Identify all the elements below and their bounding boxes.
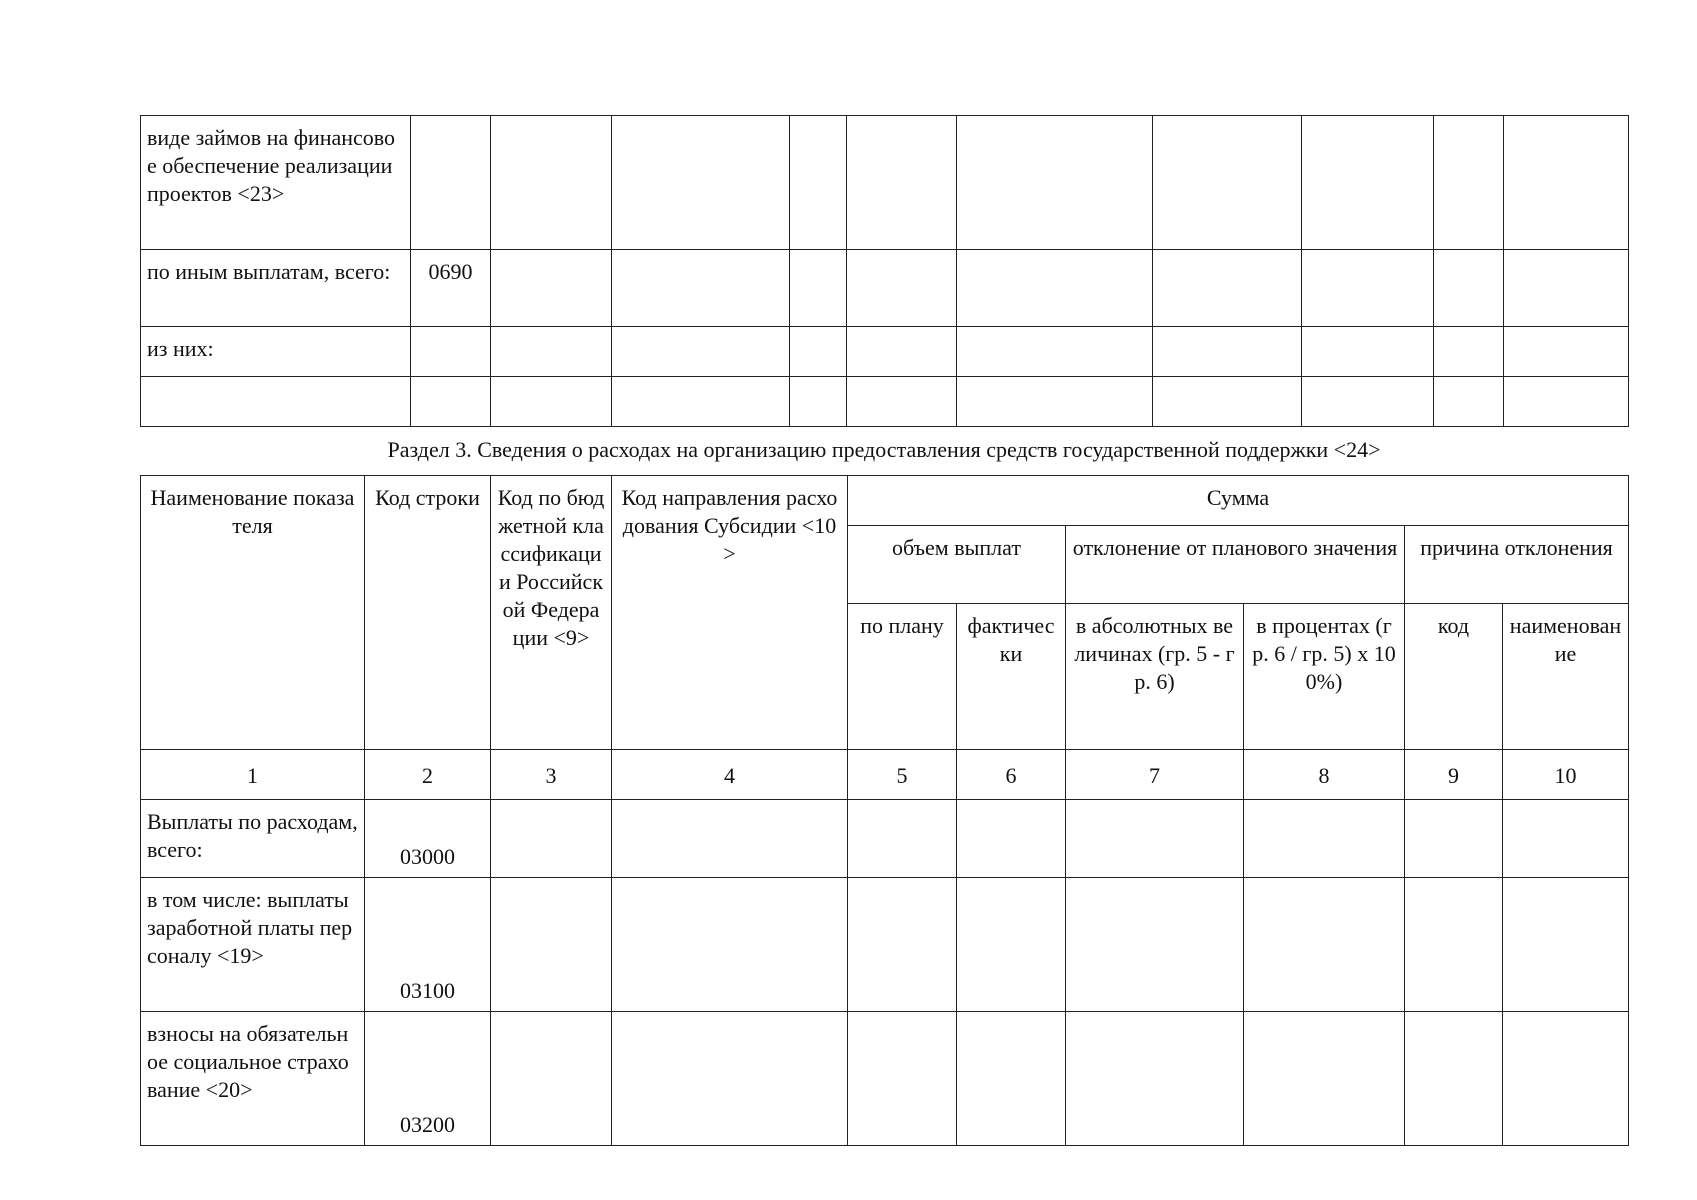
header-deviation-reason: причина отклонения: [1405, 526, 1629, 604]
table-cell: [1405, 1012, 1503, 1146]
table-cell: [612, 377, 790, 427]
table-row: [141, 800, 1629, 878]
column-number-row: [141, 750, 1629, 800]
table-cell: [1434, 116, 1504, 250]
table-cell: [957, 116, 1153, 250]
table-cell: [957, 1012, 1066, 1146]
table-cell: [491, 377, 612, 427]
row-code: [411, 116, 491, 250]
table-cell: [612, 250, 790, 327]
column-number: 5: [848, 750, 957, 800]
row-label: из них:: [141, 327, 411, 377]
table-cell: [1244, 800, 1405, 878]
header-direction-code: Код направления расходования Субсидии <10>: [612, 476, 848, 750]
table-cell: [1434, 327, 1504, 377]
header-row: [141, 476, 1629, 526]
header-name: Наименование показателя: [141, 476, 365, 750]
table-cell: [1153, 377, 1302, 427]
table-cell: [491, 800, 612, 878]
table-cell: [848, 800, 957, 878]
table-cell: [1504, 250, 1629, 327]
row-code: [411, 377, 491, 427]
table-row: [141, 878, 1629, 1012]
table-cell: [1066, 1012, 1244, 1146]
row-label: виде займов на финансовое обеспечение реализации проектов <23>: [141, 116, 411, 250]
main-table: [140, 475, 1629, 1146]
row-label: взносы на обязательное социальное страхование <20>: [141, 1012, 365, 1146]
column-number: 10: [1503, 750, 1629, 800]
row-code: 03100: [365, 878, 491, 1012]
column-number: 1: [141, 750, 365, 800]
row-label: [141, 377, 411, 427]
table-cell: [848, 1012, 957, 1146]
row-code: 03000: [365, 800, 491, 878]
table-cell: [1302, 250, 1434, 327]
header-actual: фактически: [957, 604, 1066, 750]
table-cell: [1503, 1012, 1629, 1146]
row-label: Выплаты по расходам, всего:: [141, 800, 365, 878]
row-label: в том числе: выплаты заработной платы персоналу <19>: [141, 878, 365, 1012]
table-cell: [612, 878, 848, 1012]
table-cell: [1503, 800, 1629, 878]
table-cell: [1066, 878, 1244, 1012]
header-budget-code: Код по бюджетной классификации Российской Федерации <9>: [491, 476, 612, 750]
table-cell: [491, 250, 612, 327]
header-code: код: [1405, 604, 1503, 750]
table-cell: [612, 116, 790, 250]
table-cell: [957, 800, 1066, 878]
section-title: Раздел 3. Сведения о расходах на организацию предоставления средств государственной поддержки <24>: [387, 437, 1381, 462]
header-name-col: наименование: [1503, 604, 1629, 750]
table-cell: [1244, 878, 1405, 1012]
table-cell: [491, 116, 612, 250]
column-number: 7: [1066, 750, 1244, 800]
column-number: 3: [491, 750, 612, 800]
table-cell: [1434, 250, 1504, 327]
header-by-plan: по плану: [848, 604, 957, 750]
row-code: [411, 327, 491, 377]
table-cell: [790, 377, 847, 427]
row-label: по иным выплатам, всего:: [141, 250, 411, 327]
table-cell: [847, 250, 957, 327]
table-cell: [847, 116, 957, 250]
table-cell: [847, 327, 957, 377]
header-row-code: Код строки: [365, 476, 491, 750]
header-payments-volume: объем выплат: [848, 526, 1066, 604]
table-cell: [790, 250, 847, 327]
header-sum: Сумма: [848, 476, 1629, 526]
table-row: [141, 250, 1629, 327]
table-cell: [491, 327, 612, 377]
column-number: 2: [365, 750, 491, 800]
table-cell: [790, 116, 847, 250]
column-number: 9: [1405, 750, 1503, 800]
table-cell: [1405, 878, 1503, 1012]
table-cell: [1405, 800, 1503, 878]
table-cell: [1504, 377, 1629, 427]
table-cell: [957, 377, 1153, 427]
table-cell: [957, 250, 1153, 327]
header-absolute: в абсолютных величинах (гр. 5 - гр. 6): [1066, 604, 1244, 750]
table-cell: [1302, 377, 1434, 427]
top-table: [140, 115, 1629, 427]
table-cell: [1504, 327, 1629, 377]
table-cell: [1153, 116, 1302, 250]
table-cell: [1503, 878, 1629, 1012]
header-deviation-plan: отклонение от планового значения: [1066, 526, 1405, 604]
table-cell: [1302, 327, 1434, 377]
table-cell: [848, 878, 957, 1012]
table-cell: [1066, 800, 1244, 878]
column-number: 6: [957, 750, 1066, 800]
table-row: [141, 377, 1629, 427]
table-cell: [1302, 116, 1434, 250]
table-cell: [957, 878, 1066, 1012]
column-number: 4: [612, 750, 848, 800]
table-cell: [491, 1012, 612, 1146]
table-cell: [1153, 250, 1302, 327]
table-cell: [1153, 327, 1302, 377]
table-cell: [612, 1012, 848, 1146]
table-cell: [847, 377, 957, 427]
table-cell: [491, 878, 612, 1012]
table-cell: [612, 800, 848, 878]
table-cell: [612, 327, 790, 377]
table-cell: [957, 327, 1153, 377]
table-cell: [1504, 116, 1629, 250]
column-number: 8: [1244, 750, 1405, 800]
table-cell: [1244, 1012, 1405, 1146]
header-percent: в процентах (гр. 6 / гр. 5) x 100%): [1244, 604, 1405, 750]
table-row: [141, 116, 1629, 250]
table-row: [141, 327, 1629, 377]
table-cell: [790, 327, 847, 377]
table-row: [141, 1012, 1629, 1146]
row-code: 03200: [365, 1012, 491, 1146]
row-code: 0690: [411, 250, 491, 327]
table-cell: [1434, 377, 1504, 427]
